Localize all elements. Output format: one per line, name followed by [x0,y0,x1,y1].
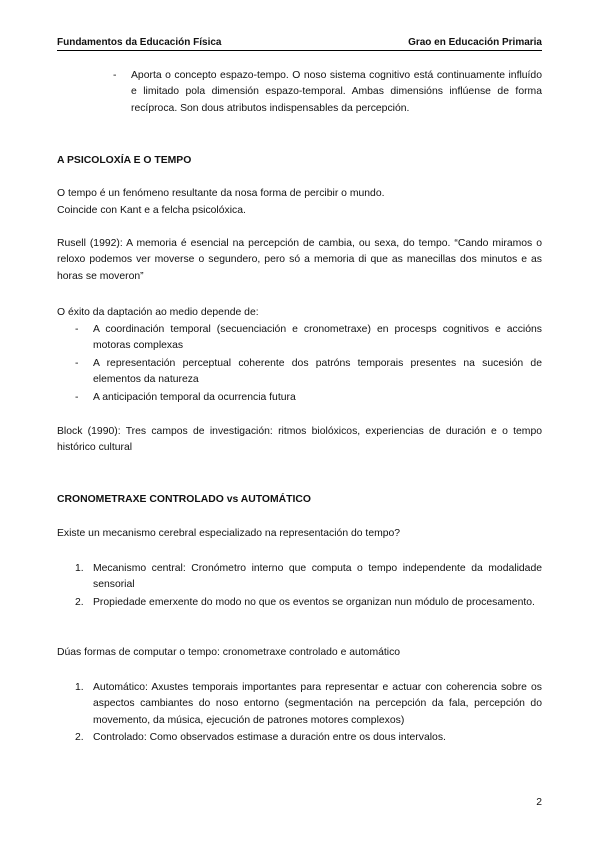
numbered-item-text: Propiedade emerxente do modo no que os eventos se organizan nun módulo de procesamento. [93,597,535,608]
numbered-item-text: Controlado: Como observados estimase a duración entre os dous intervalos. [93,732,446,743]
page-header [57,37,542,51]
item-number: 2. [75,597,84,608]
list-item [75,322,542,355]
numbered-item [75,680,542,729]
paragraph-question: Existe un mecanismo cerebral especializado na representación do tempo? [57,528,401,539]
bullet-dash: - [75,392,79,403]
bullet-dash: - [75,358,79,369]
paragraph-block: Block (1990): Tres campos de investigación: ritmos biolóxicos, experiencias de duración e o tempo histórico cultural [57,426,542,454]
page-number: 2 [536,797,542,808]
list-item-text: A coordinación temporal (secuenciación e cronometraxe) en procesps cognitivos e accións motoras complexas [93,324,542,352]
section-heading-cronometraxe: CRONOMETRAXE CONTROLADO vs AUTOMÁTICO [57,494,311,505]
header-rule [57,50,542,51]
item-number: 2. [75,732,84,743]
paragraph-formas: Dúas formas de computar o tempo: cronometraxe controlado e automático [57,647,401,658]
list-item-text: A representación perceptual coherente dos patróns temporais presentes na sucesión de elementos da natureza [93,358,542,386]
section-heading-psicoloxia: A PSICOLOXÍA E O TEMPO [57,155,192,166]
paragraph-tempo-line1: O tempo é un fenómeno resultante da nosa forma de percibir o mundo. [57,188,385,199]
intro-bullet-item [113,68,542,117]
item-number: 1. [75,563,84,574]
numbered-item [75,730,542,746]
intro-bullet-text: Aporta o concepto espazo-tempo. O noso sistema cognitivo está continuamente influído e limitado pola dimensión espazo-temporal. Ambas dimensións inflúense de forma recíproca. Son dous atributos indispensables da percepción. [131,70,542,114]
list-item-text: A anticipación temporal da ocurrencia futura [93,392,296,403]
header-course-title: Fundamentos da Educación Física [57,37,222,48]
bullet-dash: - [75,324,79,335]
paragraph-rusell: Rusell (1992): A memoria é esencial na percepción de cambia, ou sexa, do tempo. “Cando miramos o reloxo podemos ver moverse o segundero, pero só a memoria di que as manecillas dos minutos e as horas se moveron” [57,238,542,282]
header-degree-title: Grao en Educación Primaria [408,37,542,48]
item-number: 1. [75,682,84,693]
numbered-item-text: Mecanismo central: Cronómetro interno que computa o tempo independente da modalidade sensorial [93,563,542,591]
numbered-item [75,595,542,611]
numbered-item-text: Automático: Axustes temporais importantes para representar e actuar con coherencia sobre os aspectos cambiantes do noso entorno (segmentación na percepción da fala, percepción do movemento, da música, ejecución de patrones motores complexos) [93,682,542,726]
numbered-item [75,561,542,594]
bullet-dash: - [113,70,117,81]
list-item [75,356,542,389]
paragraph-exito: O éxito da daptación ao medio depende de: [57,307,259,318]
paragraph-tempo-line2: Coincide con Kant e a felcha psicolóxica. [57,205,246,216]
list-item [75,390,542,406]
